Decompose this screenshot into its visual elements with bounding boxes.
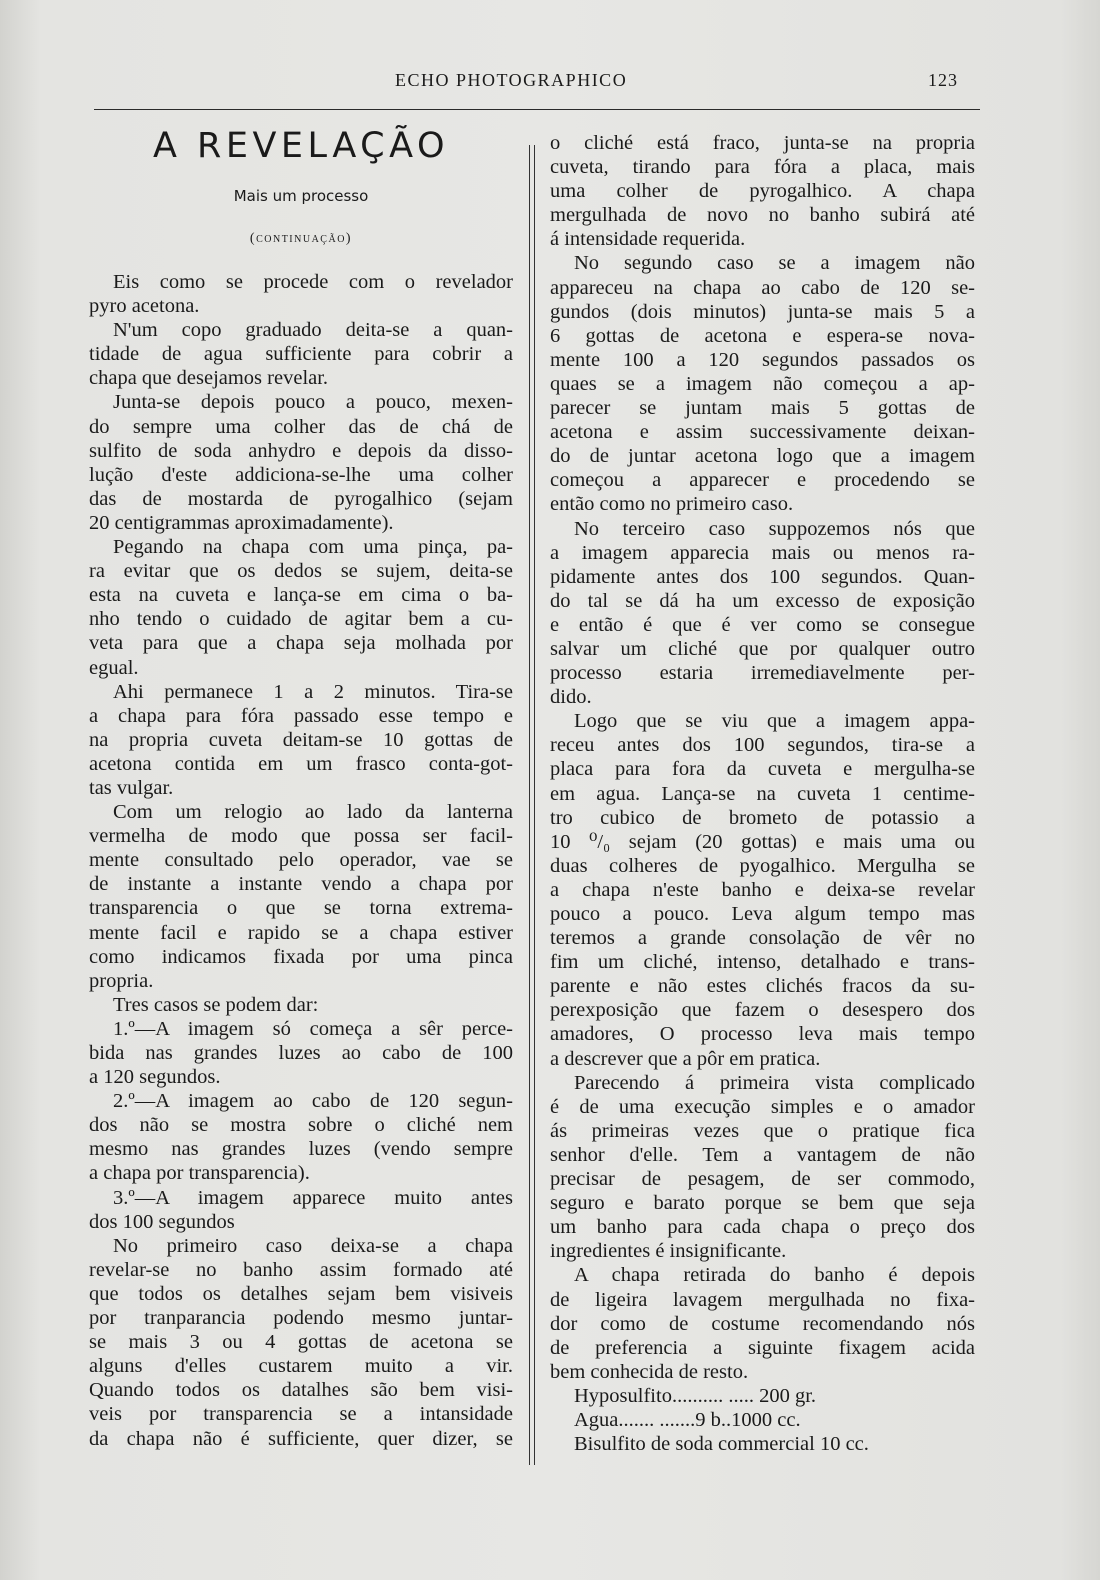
text-line: se mais 3 ou 4 gottas de acetona se — [89, 1331, 513, 1354]
text-line: Bisulfito de soda commercial 10 cc. — [574, 1433, 869, 1456]
text-line: perexposição que fazem o desespero dos — [550, 999, 975, 1022]
text-line: vermelha de modo que possa ser facil- — [89, 825, 513, 848]
journal-title: ECHO PHOTOGRAPHICO — [395, 70, 628, 90]
text-line: pouco a pouco. Leva algum tempo mas — [550, 903, 975, 925]
text-line: Logo que se viu que a imagem appa- — [574, 710, 975, 733]
text-line: senhor d'elle. Tem a vantagem de não — [550, 1143, 975, 1166]
text-line: esta na cuveta e lança-se em cima o ba- — [89, 584, 513, 607]
text-line: de ligeira lavagem mergulhada no fixa- — [550, 1288, 975, 1311]
text-line: acetona contida em um frasco conta-got- — [89, 752, 513, 775]
text-line: 3.º—A imagem apparece muito antes — [113, 1186, 513, 1209]
text-line: á intensidade requerida. — [550, 228, 746, 251]
text-line: Hyposulfito.......... ..... 200 gr. — [574, 1384, 817, 1407]
text-line: gundos (dois minutos) junta-se mais 5 a — [550, 300, 975, 323]
text-line: receu antes dos 100 segundos, tira-se a — [550, 734, 975, 757]
text-line: a imagem apparecia mais ou menos ra- — [550, 541, 975, 564]
text-line: a descrever que a pôr em pratica. — [550, 1047, 821, 1070]
text-line: 20 centigrammas aproximadamente). — [89, 511, 394, 534]
text-line: mente consultado pelo operador, vae se — [89, 849, 513, 872]
text-line: Parecendo á primeira vista complicado — [574, 1071, 975, 1094]
text-line: por tranparancia podendo mesmo juntar- — [89, 1307, 513, 1330]
text-line: de instante a instante vendo a chapa por — [89, 873, 513, 896]
text-line: quaes se a imagem não começou a ap- — [550, 372, 975, 395]
text-line: A chapa retirada do banho é depois — [574, 1264, 975, 1287]
column-divider — [529, 145, 535, 1465]
text-line: veta para que a chapa seja molhada por — [89, 632, 513, 655]
text-line: tas vulgar. — [89, 776, 174, 799]
text-line: Tres casos se podem dar: — [113, 993, 319, 1016]
text-line: seguro e barato porque se bem que seja — [550, 1192, 975, 1215]
text-line: mesmo nas grandes luzes (vendo sempre — [89, 1138, 513, 1161]
text-line: o cliché está fraco, junta-se na propria — [550, 132, 975, 154]
text-line: do sempre uma colher das de chá de — [89, 415, 513, 438]
text-line: No segundo caso se a imagem não — [574, 252, 975, 275]
text-line: ingredientes é insignificante. — [550, 1240, 787, 1263]
text-line: mente facil e rapido se a chapa estiver — [89, 921, 513, 944]
text-line: a chapa por transparencia). — [89, 1162, 310, 1185]
text-line: transparencia o que se torna extrema- — [89, 897, 513, 920]
text-line: acetona e assim successivamente deixan- — [550, 421, 975, 444]
text-line: fim um cliché, intenso, detalhado e trans- — [550, 951, 975, 974]
text-line: cuveta, tirando para fóra a placa, mais — [550, 156, 975, 179]
text-line: 2.º—A imagem ao cabo de 120 segun- — [113, 1090, 513, 1113]
right-column — [550, 131, 975, 1456]
text-line: sulfito de soda anhydro e depois da disso- — [89, 439, 513, 462]
text-line: parecer se juntam mais 5 gottas de — [550, 397, 975, 420]
text-line: egual. — [89, 656, 139, 679]
text-line: revelar-se no banho assim formado até — [89, 1258, 513, 1281]
text-line: Com um relogio ao lado da lanterna — [113, 801, 513, 824]
text-line: pidamente antes dos 100 segundos. Quan- — [550, 565, 975, 588]
continuation-note: (continuação) — [249, 231, 353, 246]
text-line: das de mostarda de pyrogalhico (sejam — [89, 487, 513, 510]
text-line: a chapa para fóra passado esse tempo e — [89, 704, 513, 727]
text-line: bem conhecida de resto. — [550, 1360, 749, 1383]
text-line: é de uma execução simples e o amador — [550, 1095, 975, 1118]
text-line: parente e não estes clichés fracos da su- — [550, 975, 975, 998]
text-line: Pegando na chapa com uma pinça, pa- — [113, 536, 513, 559]
page-number: 123 — [928, 70, 958, 90]
fixing-formula — [550, 1384, 975, 1456]
header-rule — [94, 109, 980, 110]
text-line: e então é que é ver como se consegue — [550, 613, 975, 636]
text-line: a 120 segundos. — [89, 1066, 221, 1089]
running-header — [0, 70, 1100, 96]
text-line: 10 ⁰/₀ sejam (20 gottas) e mais uma ou — [550, 830, 975, 853]
text-line: do tal se dá ha um excesso de exposição — [550, 589, 975, 612]
text-line: na propria cuveta deitam-se 10 gottas de — [89, 728, 513, 751]
text-line: de preferencia a siguinte fixagem acida — [550, 1336, 975, 1359]
text-line: bida nas grandes luzes ao cabo de 100 — [89, 1042, 513, 1064]
text-line: pyro acetona. — [89, 295, 200, 318]
text-line: que todos os detalhes sejam bem visiveis — [89, 1282, 513, 1305]
text-line: tro cubico de brometo de potassio a — [550, 806, 975, 829]
text-line: appareceu na chapa ao cabo de 120 se- — [550, 276, 975, 299]
text-line: chapa que desejamos revelar. — [89, 367, 329, 390]
text-line: duas colheres de pyogalhico. Mergulha se — [550, 854, 975, 877]
text-line: como indicamos fixada por uma pinca — [89, 945, 513, 968]
text-line: veis por transparencia se a intansidade — [89, 1403, 513, 1426]
text-line: teremos a grande consolação de vêr no — [550, 927, 975, 950]
text-line: placa para fora da cuveta e mergulha-se — [550, 758, 975, 781]
text-line: dos não se mostra sobre o cliché nem — [89, 1114, 513, 1137]
text-line: No primeiro caso deixa-se a chapa — [113, 1234, 513, 1257]
article-title: A REVELAÇÃO — [152, 126, 449, 166]
text-line: ás primeiras vezes que o pratique fica — [550, 1119, 975, 1142]
text-line: tidade de agua sufficiente para cobrir a — [89, 343, 513, 366]
text-line: Ahi permanece 1 a 2 minutos. Tira-se — [113, 680, 513, 703]
text-line: 6 gottas de acetona e espera-se nova- — [550, 324, 975, 347]
left-column-text — [89, 270, 513, 1451]
text-line: Eis como se procede com o revelador — [113, 271, 513, 293]
text-line: a chapa n'este banho e deixa-se revelar — [550, 878, 975, 901]
text-line: 1.º—A imagem só começa a sêr perce- — [113, 1017, 513, 1040]
text-line: então como no primeiro caso. — [550, 493, 794, 516]
article-subtitle: Mais um processo — [233, 187, 369, 205]
text-line: mergulhada de novo no banho subirá até — [550, 204, 975, 227]
text-line: precisar de pesagem, de ser commodo, — [550, 1168, 975, 1191]
text-line: salvar um cliché que por qualquer outro — [550, 637, 975, 660]
text-line: Quando todos os datalhes são bem visi- — [89, 1379, 513, 1402]
text-line: alguns d'elles custarem muito a vir. — [89, 1355, 513, 1378]
text-line: Agua....... .......9 b..1000 cc. — [574, 1408, 801, 1431]
right-column-text — [550, 131, 975, 1384]
text-line: dido. — [550, 686, 592, 709]
text-line: nho tendo o cuidado de agitar bem a cu- — [89, 608, 513, 631]
text-line: dos 100 segundos — [89, 1210, 235, 1233]
text-line: começou a apparecer e procedendo se — [550, 469, 975, 492]
text-line: processo estaria irremediavelmente per- — [550, 662, 975, 685]
text-line: uma colher de pyrogalhico. A chapa — [550, 180, 975, 203]
text-line: da chapa não é sufficiente, quer dizer, se — [89, 1427, 513, 1450]
text-line: dor como de costume recomendando nós — [550, 1312, 975, 1335]
text-line: No terceiro caso suppozemos nós que — [574, 517, 975, 540]
text-line: do de juntar acetona logo que a imagem — [550, 445, 975, 468]
text-line: N'um copo graduado deita-se a quan- — [113, 319, 513, 342]
text-line: lução d'este addiciona-se-lhe uma colher — [89, 463, 513, 486]
text-line: propria. — [89, 969, 154, 992]
text-line: em agua. Lança-se na cuveta 1 centime- — [550, 782, 975, 805]
text-line: mente 100 a 120 segundos passados os — [550, 348, 975, 371]
text-line: ra evitar que os dedos se sujem, deita-se — [89, 560, 513, 583]
text-line: um banho para cada chapa o preço dos — [550, 1216, 975, 1239]
text-line: Junta-se depois pouco a pouco, mexen- — [113, 391, 513, 414]
text-line: amadores, O processo leva mais tempo — [550, 1023, 975, 1046]
